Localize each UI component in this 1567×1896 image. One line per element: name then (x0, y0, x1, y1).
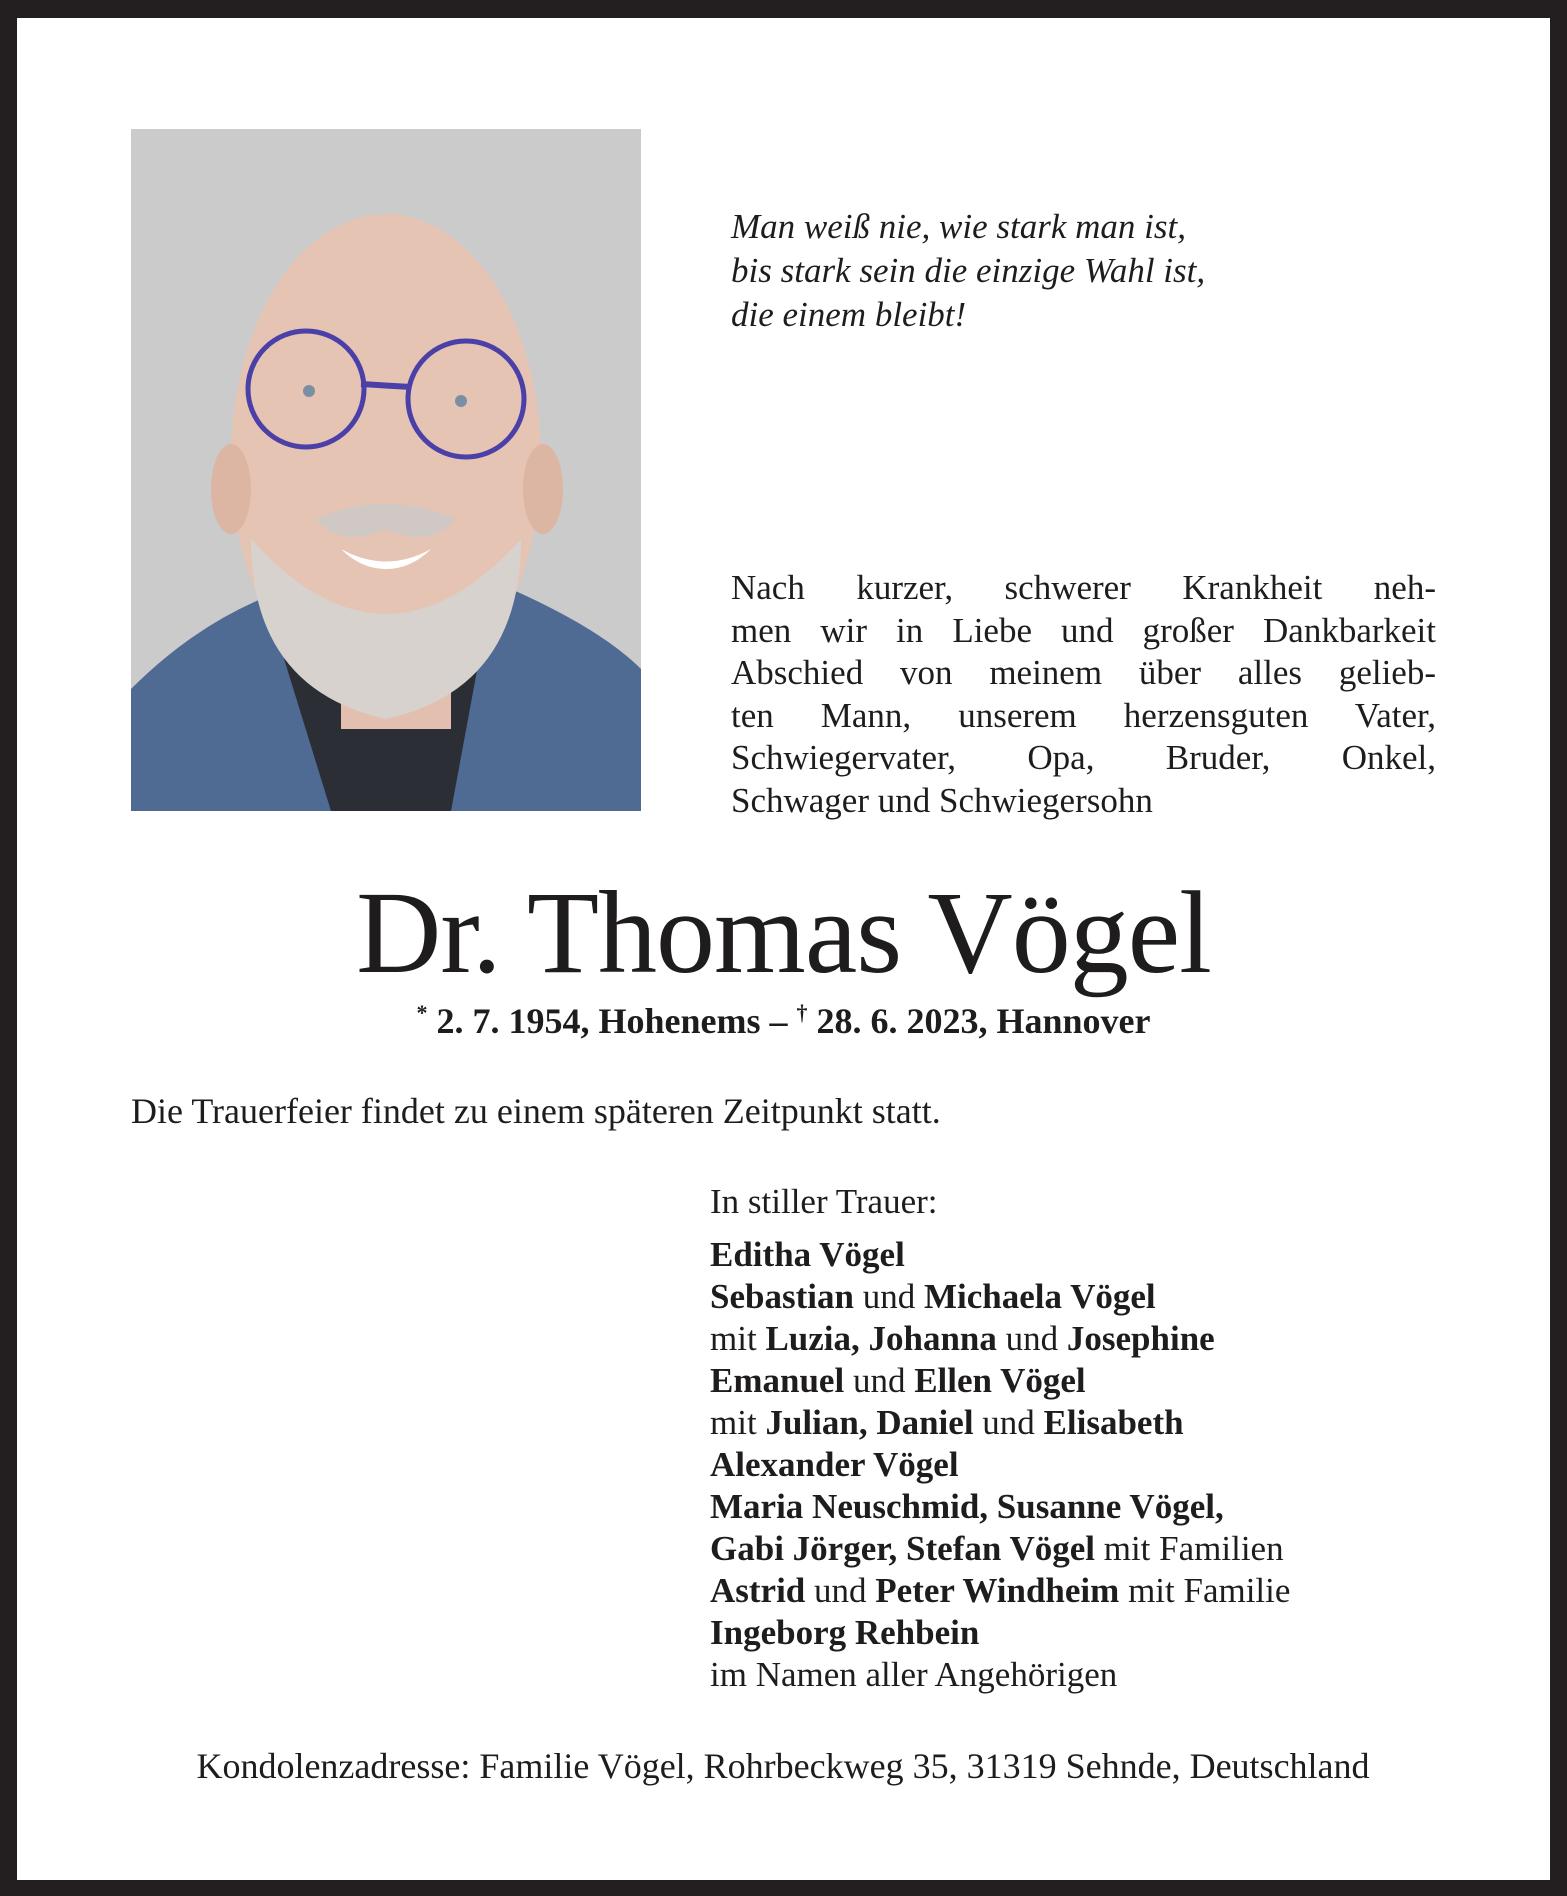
mourner-line (710, 1360, 1290, 1402)
announcement-text (731, 567, 1436, 822)
condolence-address: Kondolenzadresse: Familie Vögel, Rohrbeckweg 35, 31319 Sehnde, Deutschland (196, 1746, 1370, 1786)
mourner-line (710, 1276, 1290, 1318)
mourner-connector: und (853, 1277, 924, 1316)
mourner-connector: und (805, 1571, 876, 1610)
quote (731, 205, 1205, 337)
mourner-name: Astrid (710, 1571, 806, 1610)
announcement-line: Schwager und Schwiegersohn (731, 780, 1153, 820)
mourner-name: Gabi Jörger, Stefan Vögel (710, 1529, 1095, 1568)
mourner-line (710, 1654, 1290, 1696)
mourner-connector: mit Familie (1119, 1571, 1291, 1610)
mourner-line (710, 1612, 1290, 1654)
quote-line: Man weiß nie, wie stark man ist, (731, 207, 1186, 246)
mourner-line (710, 1234, 1290, 1276)
mourner-name: Julian, Daniel (765, 1403, 974, 1442)
announcement-line: ten Mann, unserem herzensguten Vater, (731, 695, 1436, 735)
mourner-line (710, 1528, 1290, 1570)
mourner-name: Maria Neuschmid, Susanne Vögel, (710, 1487, 1224, 1526)
birth-date: 2. 7. 1954, Hohenems – (436, 1001, 788, 1041)
mourner-name: Sebastian (710, 1277, 854, 1316)
ceremony-note: Die Trauerfeier findet zu einem späteren Zeitpunkt statt. (131, 1091, 941, 1131)
mourner-line (710, 1486, 1290, 1528)
mourner-name: Josephine (1066, 1319, 1215, 1358)
announcement-line: men wir in Liebe und großer Dankbarkeit (731, 610, 1436, 650)
mourner-line (710, 1318, 1290, 1360)
mourner-connector: im Namen aller Angehörigen (710, 1655, 1118, 1694)
mourner-connector: mit Familien (1094, 1529, 1284, 1568)
mourners-list (710, 1234, 1290, 1696)
mourner-name: Emanuel (710, 1361, 845, 1400)
mourner-name: Editha Vögel (710, 1235, 905, 1274)
mourner-name: Elisabeth (1043, 1403, 1184, 1442)
mourner-name: Alexander Vögel (710, 1445, 959, 1484)
mourner-line (710, 1570, 1290, 1612)
mourner-name: Ellen Vögel (914, 1361, 1086, 1400)
mourner-connector: und (996, 1319, 1067, 1358)
mourner-connector: und (844, 1361, 915, 1400)
quote-line: die einem bleibt! (731, 295, 967, 334)
announcement-line: Abschied von meinem über alles gelieb- (731, 653, 1436, 692)
mourner-name: Michaela Vögel (923, 1277, 1156, 1316)
mourner-name: Peter Windheim (875, 1571, 1120, 1610)
mourners-title: In stiller Trauer: (710, 1182, 938, 1221)
death-date: 28. 6. 2023, Hannover (816, 1001, 1151, 1041)
life-dates (0, 1000, 1567, 1042)
mourner-line (710, 1444, 1290, 1486)
mourner-connector: mit (710, 1319, 766, 1358)
announcement-line: Schwiegervater, Opa, Bruder, Onkel, (731, 738, 1436, 777)
quote-line: bis stark sein die einzige Wahl ist, (731, 251, 1206, 290)
mourner-connector: mit (710, 1403, 766, 1442)
portrait-photo (131, 129, 641, 811)
mourner-line (710, 1402, 1290, 1444)
deceased-name: Dr. Thomas Vögel (356, 867, 1211, 998)
birth-symbol: * (416, 1000, 428, 1025)
death-symbol: † (796, 1000, 808, 1025)
mourner-name: Ingeborg Rehbein (710, 1613, 980, 1652)
mourner-connector: und (973, 1403, 1044, 1442)
announcement-line: Nach kurzer, schwerer Krankheit neh- (731, 568, 1436, 607)
mourner-name: Luzia, Johanna (765, 1319, 997, 1358)
